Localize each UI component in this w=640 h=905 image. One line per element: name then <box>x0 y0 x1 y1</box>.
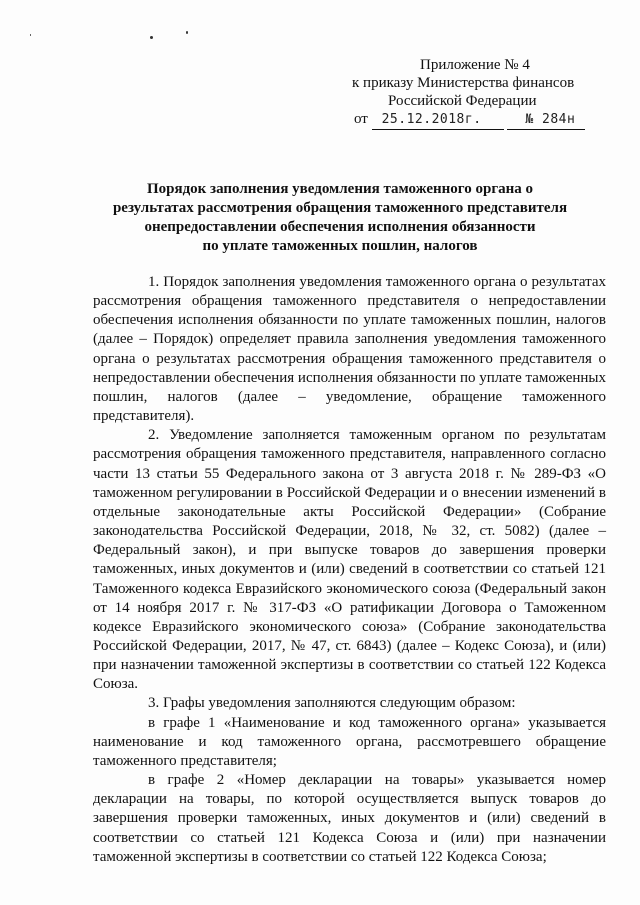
paragraph-4: в графе 1 «Наименование и код таможенного органа» указывается наименование и код таможенного органа, рассмотревшего обращение таможенного представителя; <box>93 714 606 769</box>
appendix-number: Приложение № 4 <box>420 57 530 73</box>
title-line: по уплате таможенных пошлин, налогов <box>202 238 478 254</box>
paragraph-2: 2. Уведомление заполняется таможенным органом по результатам рассмотрения обращения таможенного представителя, направленного согласно части 13 статьи 55 Федерального закона от 3 августа 2018 г. № 289-ФЗ «О таможенном регулировании в Российской Федерации и о внесении изменений в отдельные законодательные акты Российской Федерации» (Собрание законодательства Российской Федерации, 2018, № 32, ст. 5082) (далее – Федеральный закон), и при выпуске товаров до завершения проверки таможенных, иных документов и (или) сведений в соответствии со статьей 121 Таможенного кодекса Евразийского экономического союза (Федеральный закон от 14 ноября 2017 г. № 317-ФЗ «О ратификации Договора о Таможенном кодексе Евразийского экономического союза» (Собрание законодательства Российской Федерации, 2017, № 47, ст. 6843) (далее – Кодекс Союза), и (или) при назначении таможенной экспертизы в соответствии со статьей 122 Кодекса Союза. <box>93 427 606 693</box>
appendix-ministry: Российской Федерации <box>388 93 537 109</box>
paragraph-1: 1. Порядок заполнения уведомления таможенного органа о результатах рассмотрения обращения таможенного представителя о непредоставлении обеспечения исполнения обязанности по уплате таможенных пошлин, налогов (далее – Порядок) определяет правила заполнения уведомления таможенного органа о результатах рассмотрения обращения таможенного представителя о непредоставлении обеспечения исполнения обязанности по уплате таможенных пошлин, налогов (далее – уведомление, обращение таможенного представителя). <box>93 274 606 425</box>
order-number: № 284н <box>507 111 585 130</box>
order-date: 25.12.2018г. <box>372 111 504 130</box>
paragraph-3: 3. Графы уведомления заполняются следующим образом: <box>148 695 516 712</box>
paragraph-5: в графе 2 «Номер декларации на товары» указывается номер декларации на товары, по которой осуществляется выпуск товаров до завершения проверки таможенных, иных документов и (или) сведений в соответствии со статьей 121 Кодекса Союза и (или) при назначении таможенной экспертизы в соответствии со статьей 122 Кодекса Союза; <box>93 772 606 865</box>
title-line: Порядок заполнения уведомления таможенного органа о <box>146 181 534 197</box>
date-prefix: от <box>354 111 368 127</box>
document-title <box>60 180 620 256</box>
appendix-order: к приказу Министерства финансов <box>352 75 575 91</box>
appendix-date-line <box>354 110 610 130</box>
title-line: онепредоставлении обеспечения исполнения обязанности <box>144 219 536 235</box>
document-body <box>93 273 606 867</box>
appendix-header <box>350 56 610 130</box>
title-line: результатах рассмотрения обращения таможенного представителя <box>112 200 568 216</box>
